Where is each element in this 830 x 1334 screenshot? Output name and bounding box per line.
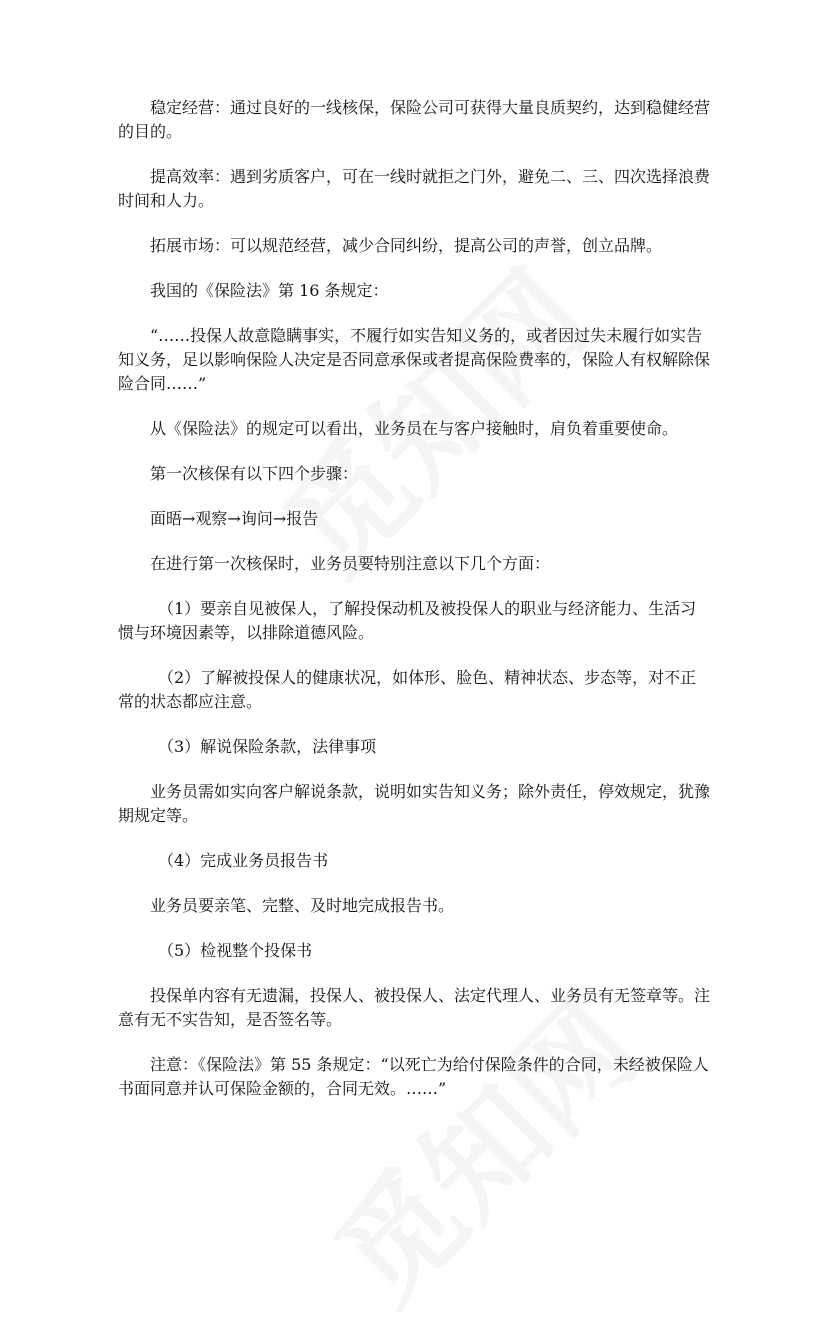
paragraph-four-steps-intro: 第一次核保有以下四个步骤： bbox=[150, 464, 359, 483]
paragraph-law-article-16-intro: 我国的《保险法》第 16 条规定： bbox=[150, 281, 389, 300]
paragraph-four-steps-flow: 面晤→观察→询问→报告 bbox=[150, 509, 319, 528]
paragraph-stable-operation: 稳定经营：通过良好的一线核保，保险公司可获得大量良质契约，达到稳健经营的目的。 bbox=[118, 98, 711, 141]
paragraph-law-conclusion: 从《保险法》的规定可以看出，业务员在与客户接触时，肩负着重要使命。 bbox=[150, 419, 679, 438]
paragraph-improve-efficiency: 提高效率：遇到劣质客户，可在一线时就拒之门外，避免二、三、四次选择浪费时间和人力。 bbox=[118, 167, 711, 210]
paragraph-item-3-detail: 业务员需如实向客户解说条款，说明如实告知义务；除外责任，停效规定，犹豫期规定等。 bbox=[118, 782, 711, 825]
paragraph-item-1: （1）要亲自见被保人，了解投保动机及被投保人的职业与经济能力、生活习惯与环境因素等，以排除道德风险。 bbox=[118, 599, 697, 642]
paragraph-item-5-detail: 投保单内容有无遗漏，投保人、被投保人、法定代理人、业务员有无签章等。注意有无不实告知，是否签名等。 bbox=[118, 986, 711, 1029]
paragraph-expand-market: 拓展市场：可以规范经营，减少合同纠纷，提高公司的声誉，创立品牌。 bbox=[150, 236, 663, 255]
document-body bbox=[118, 96, 712, 1122]
paragraph-item-3: （3）解说保险条款，法律事项 bbox=[158, 737, 377, 756]
paragraph-item-5: （5）检视整个投保书 bbox=[158, 941, 313, 960]
paragraph-attention-intro: 在进行第一次核保时，业务员要特别注意以下几个方面： bbox=[150, 554, 551, 573]
paragraph-law-article-16-quote: “……投保人故意隐瞒事实，不履行如实告知义务的，或者因过失未履行如实告知义务，足以影响保险人决定是否同意承保或者提高保险费率的，保险人有权解除保险合同……” bbox=[118, 326, 711, 393]
paragraph-item-2: （2）了解被投保人的健康状况，如体形、脸色、精神状态、步态等，对不正常的状态都应注意。 bbox=[118, 668, 697, 711]
paragraph-item-4-detail: 业务员要亲笔、完整、及时地完成报告书。 bbox=[150, 896, 455, 915]
paragraph-item-4: （4）完成业务员报告书 bbox=[158, 851, 329, 870]
paragraph-law-article-55-note: 注意：《保险法》第 55 条规定：“以死亡为给付保险条件的合同，未经被保险人书面同意并认可保险金额的，合同无效。……” bbox=[118, 1055, 709, 1098]
